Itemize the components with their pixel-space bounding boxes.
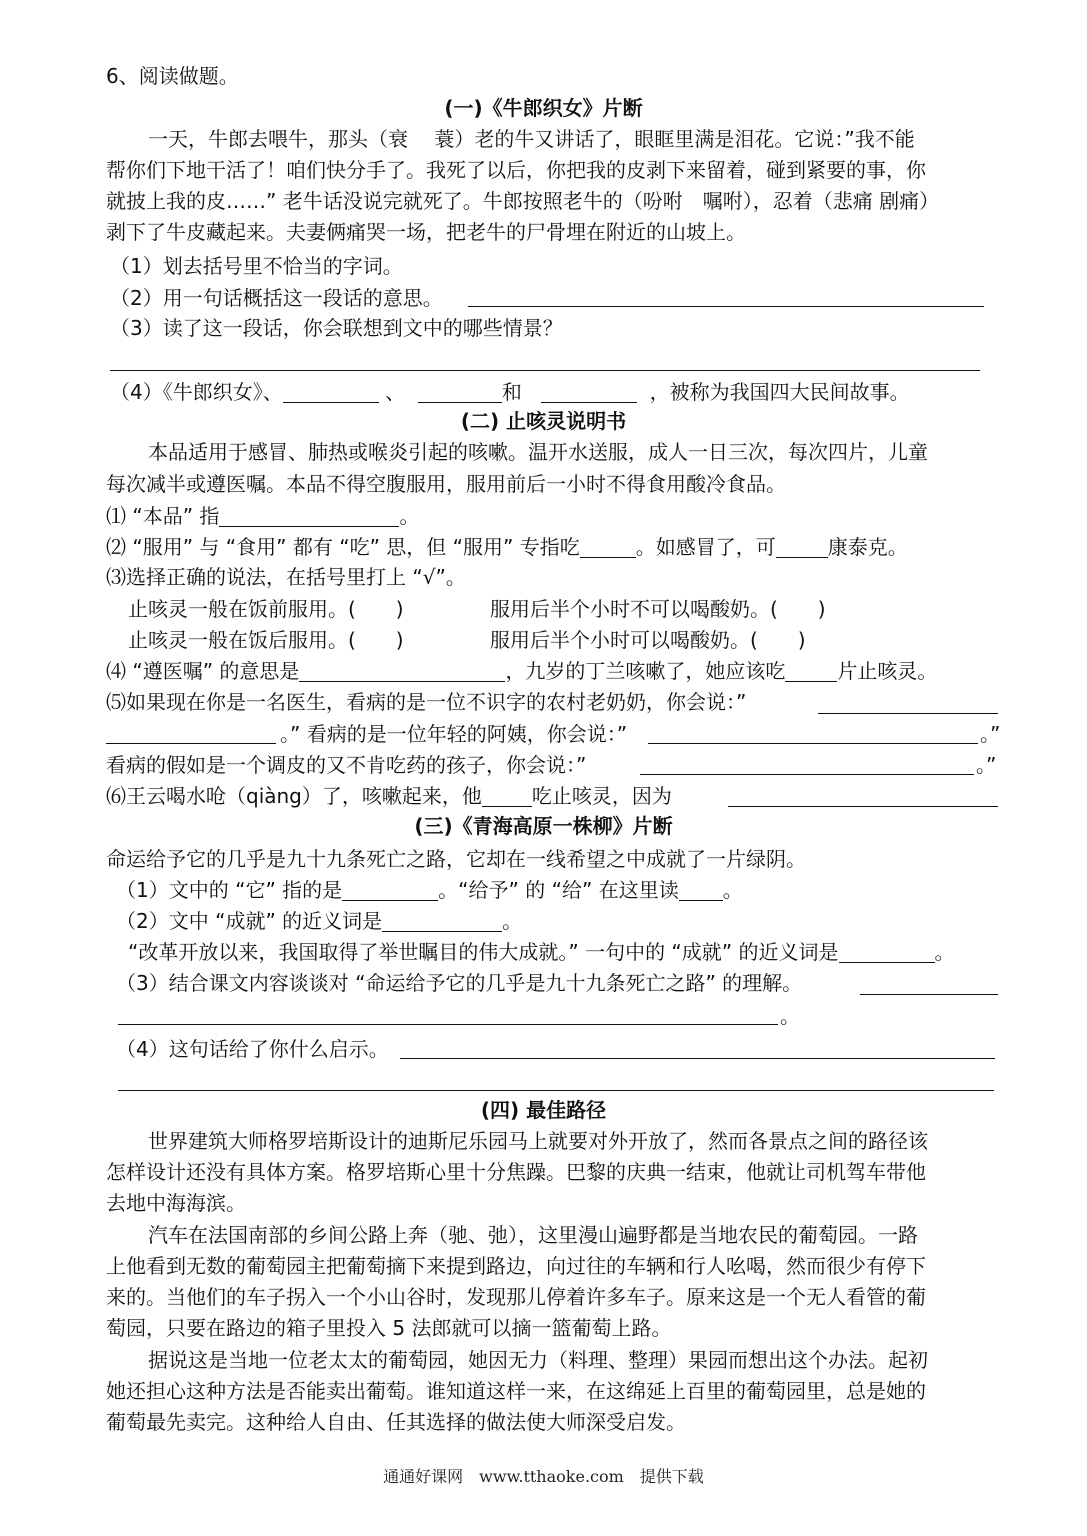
question-6-title: 6、阅读做题。 — [106, 64, 239, 88]
blank-tablet-count[interactable] — [785, 659, 837, 682]
s2-question-5-end: 。” — [980, 722, 1001, 746]
s1-paragraph-line: 就披上我的皮……” 老牛话没说完就死了。牛郎按照老牛的（吩咐 嘱咐），忍着（悲痛 剧痛） — [106, 189, 940, 213]
s1-question-1: （1）划去括号里不恰当的字词。 — [110, 254, 403, 278]
blank-reason[interactable] — [728, 806, 998, 807]
s2-question-5-end2: 。” — [976, 753, 997, 777]
s2-paragraph-line: 每次减半或遵医嘱。本品不得空腹服用，服用前后一小时不得食用酸冷食品。 — [106, 472, 786, 496]
choice-yogurt-ok[interactable]: 服用后半个小时可以喝酸奶。( ) — [490, 628, 806, 652]
section-4-title: (四) 最佳路径 — [480, 1098, 607, 1122]
s4-paragraph-line: 怎样设计还没有具体方案。格罗培斯心里十分焦躁。巴黎的庆典一结束，他就让司机驾车带他 — [106, 1160, 926, 1184]
blank-inspiration-cont[interactable] — [118, 1090, 994, 1091]
s3-question-4: （4）这句话给了你什么启示。 — [116, 1037, 389, 1061]
s4-paragraph-line: 据说这是当地一位老太太的葡萄园，她因无力（料理、整理）果园而想出这个办法。起初 — [148, 1348, 928, 1372]
blank-should-take[interactable] — [482, 784, 532, 807]
s2-question-4: ⑷ “遵医嘱” 的意思是 ，九岁的丁兰咳嗽了，她应该吃 片止咳灵。 — [106, 659, 938, 683]
s2-question-5-line2: 。” 看病的是一位年轻的阿姨，你会说：” — [280, 722, 628, 746]
blank-understanding-cont[interactable] — [118, 1024, 778, 1025]
blank-synonym-1[interactable] — [382, 909, 502, 932]
blank-inspiration[interactable] — [400, 1058, 995, 1059]
choice-before-meal[interactable]: 止咳灵一般在饭前服用。( ) — [128, 597, 404, 621]
s3-question-1: （1）文中的 “它” 指的是 。“给予” 的 “给” 在这里读 。 — [116, 878, 743, 902]
s4-paragraph-line: 世界建筑大师格罗培斯设计的迪斯尼乐园马上就要对外开放了，然而各景点之间的路径该 — [148, 1129, 928, 1153]
s4-paragraph-line: 葡萄最先卖完。这种给人自由、任其选择的做法使大师深受启发。 — [106, 1410, 686, 1434]
blank-doctor-advice[interactable] — [299, 659, 505, 682]
s1-paragraph-line: 帮你们下地干活了！咱们快分手了。我死了以后，你把我的皮剥下来留着，碰到紧要的事，你 — [106, 158, 926, 182]
s2-question-1: ⑴ “本品” 指 。 — [106, 504, 420, 528]
s2-question-2: ⑵ “服用” 与 “食用” 都有 “吃” 思，但 “服用” 专指吃 。如感冒了，可 康泰克。 — [106, 535, 908, 559]
s1-paragraph-line: 一天，牛郎去喂牛，那头（衰 蓑）老的牛又讲话了，眼眶里满是泪花。它说：”我不能 — [148, 127, 915, 151]
s4-paragraph-line: 上他看到无数的葡萄园主把葡萄摘下来提到路边，向过往的车辆和行人吆喝，然而很少有停下 — [106, 1254, 926, 1278]
blank-folk-tale-1[interactable] — [283, 380, 379, 403]
blank-fuyong-meaning[interactable] — [580, 535, 636, 558]
s1-paragraph-line: 剥下了牛皮藏起来。夫妻俩痛哭一场，把老牛的尸骨埋在附近的山坡上。 — [106, 220, 746, 244]
s1-question-4: （4）《牛郎织女》、 、 和 ，被称为我国四大民间故事。 — [110, 380, 910, 404]
choice-no-yogurt[interactable]: 服用后半个小时不可以喝酸奶。( ) — [490, 597, 826, 621]
s2-question-6: ⑹王云喝水呛（qiàng）了，咳嗽起来，他 吃止咳灵，因为 — [106, 784, 672, 808]
blank-it-refers[interactable] — [342, 878, 438, 901]
section-3-title: (三)《青海高原一株柳》片断 — [414, 814, 673, 838]
s3-question-2: （2）文中 “成就” 的近义词是 。 — [116, 909, 523, 933]
page-footer: 通通好课网 www.tthaoke.com 提供下载 — [383, 1467, 704, 1486]
blank-take-or-eat[interactable] — [776, 535, 828, 558]
s1-answer-line-3[interactable] — [110, 370, 980, 371]
s4-paragraph-line: 来的。当他们的车子拐入一个小山谷时，发现那儿停着许多车子。原来这是一个无人看管的葡 — [106, 1285, 926, 1309]
s1-answer-line-2[interactable] — [468, 306, 984, 307]
s2-question-3: ⑶选择正确的说法，在括号里打上 “√”。 — [106, 565, 466, 589]
s4-paragraph-line: 萄园，只要在路边的箱子里投入 5 法郎就可以摘一篮葡萄上路。 — [106, 1316, 672, 1340]
blank-grandma-reply-cont[interactable] — [106, 743, 276, 744]
section-2-title: (二) 止咳灵说明书 — [460, 409, 627, 433]
section-1-title: (一)《牛郎织女》片断 — [444, 96, 643, 120]
blank-understanding[interactable] — [860, 994, 998, 995]
blank-grandma-reply[interactable] — [818, 713, 998, 714]
blank-folk-tale-2[interactable] — [418, 380, 502, 403]
blank-this-product[interactable] — [219, 504, 399, 527]
s3-question-2b: “改革开放以来，我国取得了举世瞩目的伟大成就。” 一句中的 “成就” 的近义词是 。 — [128, 940, 955, 964]
s4-paragraph-line: 去地中海海滨。 — [106, 1191, 246, 1215]
s4-paragraph-line: 汽车在法国南部的乡间公路上奔（驰、弛），这里漫山遍野都是当地农民的葡萄园。一路 — [148, 1223, 918, 1247]
s1-question-3: （3）读了这一段话，你会联想到文中的哪些情景？ — [110, 316, 563, 340]
blank-aunt-reply[interactable] — [648, 743, 978, 744]
s3-question-3: （3）结合课文内容谈谈对 “命运给予它的几乎是九十九条死亡之路” 的理解。 — [116, 971, 803, 995]
s2-question-5-line3: 看病的假如是一个调皮的又不肯吃药的孩子，你会说：” — [106, 753, 587, 777]
s2-question-5: ⑸如果现在你是一名医生，看病的是一位不识字的农村老奶奶，你会说：” — [106, 690, 747, 714]
blank-pronunciation[interactable] — [679, 878, 723, 901]
blank-child-reply[interactable] — [640, 774, 974, 775]
s4-paragraph-line: 她还担心这种方法是否能卖出葡萄。谁知道这样一来，在这绵延上百里的葡萄园里，总是她的 — [106, 1379, 926, 1403]
blank-folk-tale-3[interactable] — [541, 380, 637, 403]
s1-question-2: （2）用一句话概括这一段话的意思。 — [110, 286, 443, 310]
s2-paragraph-line: 本品适用于感冒、肺热或喉炎引起的咳嗽。温开水送服，成人一日三次，每次四片，儿童 — [148, 440, 928, 464]
choice-after-meal[interactable]: 止咳灵一般在饭后服用。( ) — [128, 628, 404, 652]
s3-passage: 命运给予它的几乎是九十九条死亡之路，它却在一线希望之中成就了一片绿阴。 — [106, 847, 806, 871]
blank-synonym-2[interactable] — [839, 940, 935, 963]
s3-question-3-end: 。 — [780, 1004, 800, 1028]
